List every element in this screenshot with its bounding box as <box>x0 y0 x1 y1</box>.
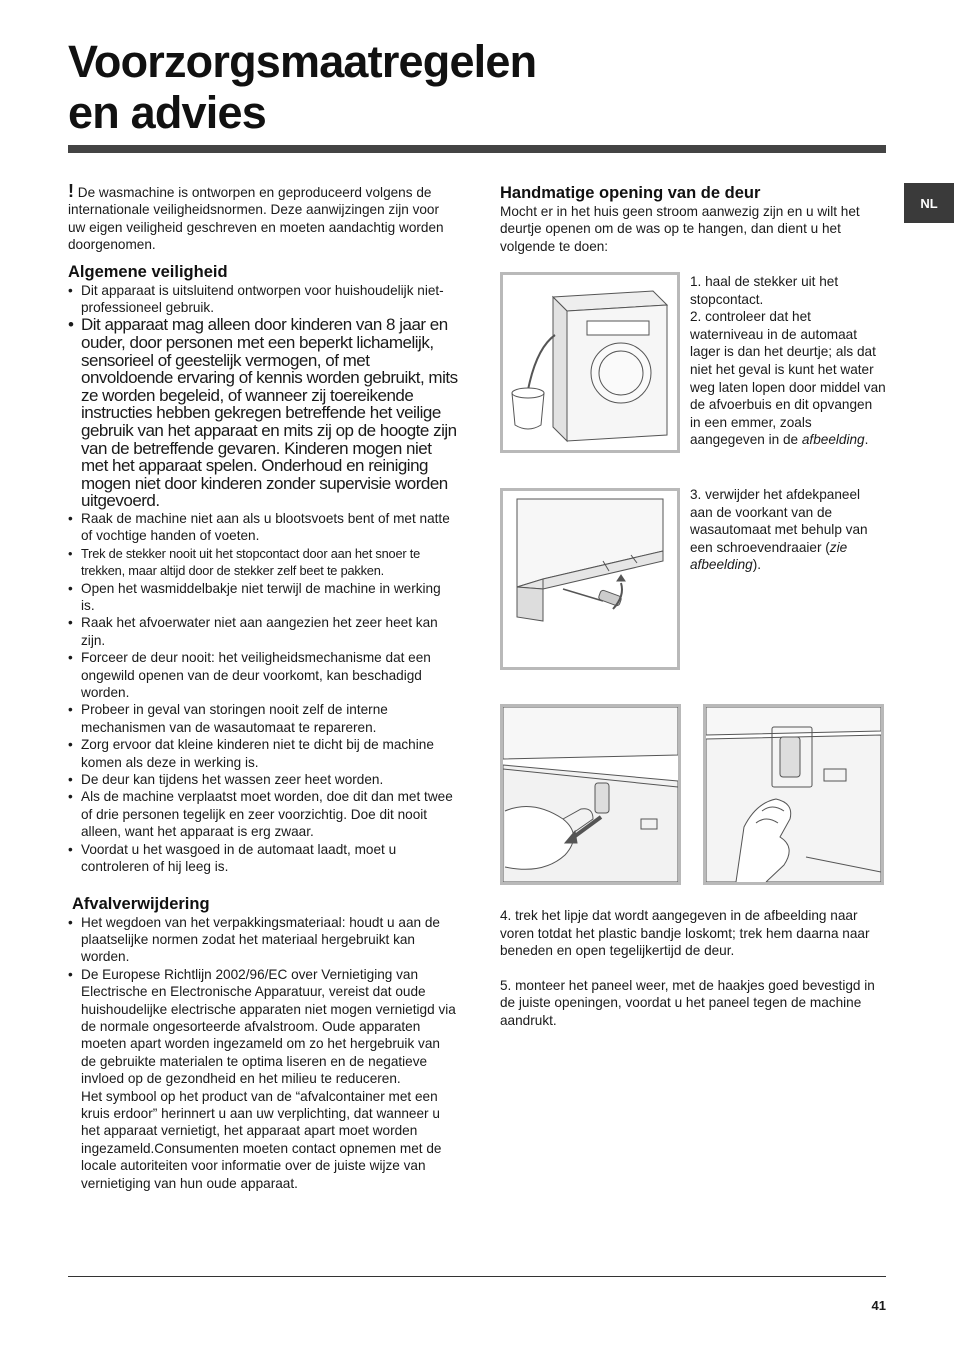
step-4: 4. trek het lipje dat wordt aangegeven in de afbeelding naar voren totdat het plastic bandje loskomt; trek hem daarna naar beneden en open tegelijkertijd de deur. <box>500 908 870 959</box>
afval-item2-cont: Het symbool op het product van de “afvalcontainer met een kruis erdoor” herinnert u aan uw verplichting, dat wanneer u het apparaat vernietigt, het apparaat apart moet worden ingezameld.Consumenten moeten contact opnemen met de locale autoriteiten voor informatie over de juiste wijze van vernietiging van hun oude apparaat. <box>81 1088 442 1191</box>
title-line-2: en advies <box>68 87 266 138</box>
handmatig-intro: Mocht er in het huis geen stroom aanwezig zijn en u wilt het deurtje openen om de was op te hangen, dan dient u het volgende te doen: <box>500 204 860 254</box>
figure-drain-bucket <box>500 272 680 453</box>
warning-icon: ! <box>68 181 74 201</box>
page-number: 41 <box>871 1298 886 1313</box>
list-item <box>68 966 458 1192</box>
step-3-end: ). <box>752 557 762 573</box>
intro-paragraph <box>68 183 458 254</box>
list-item: • Raak de machine niet aan als u blootsvoets bent of met natte of vochtige handen of voeten. <box>68 510 458 545</box>
intro-text: De wasmachine is ontworpen en geproduceerd volgens de internationale veiligheidsnormen. Deze aanwijzingen zijn voor uw eigen veiligheid geschreven en moeten aandachtig worden doorgenomen. <box>68 185 444 253</box>
list-item: • Het wegdoen van het verpakkingsmateriaal: houdt u aan de plaatselijke normen zodat het materiaal hergebruikt kan worden. <box>68 914 458 966</box>
step-3-text <box>690 486 886 574</box>
language-tab: NL <box>904 183 954 223</box>
step-4-5-text <box>500 907 888 1030</box>
right-column <box>500 183 886 255</box>
list-item: • Dit apparaat is uitsluitend ontworpen voor huishoudelijk niet-professioneel gebruik. <box>68 282 458 317</box>
footer-rule <box>68 1276 886 1277</box>
heading-algemene-veiligheid: Algemene veiligheid <box>68 262 228 281</box>
list-item: • Open het wasmiddelbakje niet terwijl de machine in werking is. <box>68 580 458 615</box>
list-item: • Probeer in geval van storingen nooit zelf de interne mechanismen van de wasautomaat te repareren. <box>68 701 458 736</box>
list-item: • Als de machine verplaatst moet worden, doe dit dan met twee of drie personen tegelijk en zeer voorzichtig. Doe dit nooit alleen, want het apparaat is erg zwaar. <box>68 788 458 840</box>
afval-item2-text: De Europese Richtlijn 2002/96/EC over Vernietiging van Electrische en Electronische Apparatuur, vereist dat oude huishoudelijke electrische apparaten niet mogen vernietigd via de normale ongesorteerde afvalstroom. Oude apparaten moeten apart worden ingezameld om zo het hergebruik van de gebruikte materialen te optima liseren en de negatieve invloed op de gezondheid en het milieu te reduceren. <box>81 966 456 1087</box>
grab-tab-illustration <box>706 707 881 882</box>
washing-machine-drain-illustration <box>503 275 677 450</box>
list-item: • Trek de stekker nooit uit het stopcontact door aan het snoer te trekken, maar altijd door de stekker zelf beet te pakken. <box>68 545 458 580</box>
step-2 <box>690 308 886 449</box>
heading-handmatige-opening: Handmatige opening van de deur <box>500 184 761 202</box>
left-column <box>68 183 458 1192</box>
afval-list <box>68 914 458 1193</box>
list-item: • Dit apparaat mag alleen door kinderen van 8 jaar en ouder, door personen met een beperkt lichamelijk, sensorieel of geestelijk vermogen, of met onvoldoende ervaring of kennis worden gebruikt, mits ze worden begeleid, of wanneer zij toereikende instructies hebben gekregen betreffende het veilige gebruik van het apparaat en mits zij op de hoogte zijn van de betreffende gevaren. Kinderen mogen niet met het apparaat spelen. Onderhoud en reiniging mogen niet door kinderen zonder supervisie worden uitgevoerd. <box>68 316 458 510</box>
list-item: • Raak het afvoerwater niet aan aangezien het zeer heet kan zijn. <box>68 614 458 649</box>
title-rule <box>68 145 886 153</box>
page-title <box>68 36 536 138</box>
step-5: 5. monteer het paneel weer, met de haakjes goed bevestigd in de juiste openingen, voordat u het paneel tegen de machine aandrukt. <box>500 977 875 1028</box>
list-item: • De deur kan tijdens het wassen zeer heet worden. <box>68 771 458 788</box>
figure-screwdriver-panel <box>500 488 680 670</box>
step-2-text: 2. controleer dat het waterniveau in de automaat lager is dan het deurtje; als dat niet het geval is kunt het water weg laten lopen door middel van de afvoerbuis en dit opvangen in een emmer, zoals aangegeven in de <box>690 309 886 448</box>
heading-afvalverwijdering: Afvalverwijdering <box>72 894 210 913</box>
step-2-italic: afbeelding <box>801 432 865 448</box>
figure-pull-tab <box>500 704 681 885</box>
step-2-end: . <box>864 432 869 448</box>
pull-tab-illustration <box>503 707 678 882</box>
algemene-list <box>68 282 458 876</box>
list-item: • Voordat u het wasgoed in de automaat laadt, moet u controleren of hij leeg is. <box>68 841 458 876</box>
step-3 <box>690 486 886 574</box>
figure-grab-tab <box>703 704 884 885</box>
step-1: 1. haal de stekker uit het stopcontact. <box>690 274 839 307</box>
list-item: • Forceer de deur nooit: het veiligheidsmechanisme dat een ongewild openen van de deur voorkomt, kan beschadigd worden. <box>68 649 458 701</box>
screwdriver-illustration <box>503 491 677 667</box>
title-line-1: Voorzorgsmaatregelen <box>68 36 537 87</box>
step-3-italic: zie afbeelding <box>690 539 848 573</box>
list-item: • Zorg ervoor dat kleine kinderen niet te dicht bij de machine komen als deze in werking is. <box>68 736 458 771</box>
step-3-text-main: 3. verwijder het afdekpaneel aan de voorkant van de wasautomaat met behulp van een schroevendraaier ( <box>690 487 868 555</box>
step-1-2-text <box>690 273 886 449</box>
